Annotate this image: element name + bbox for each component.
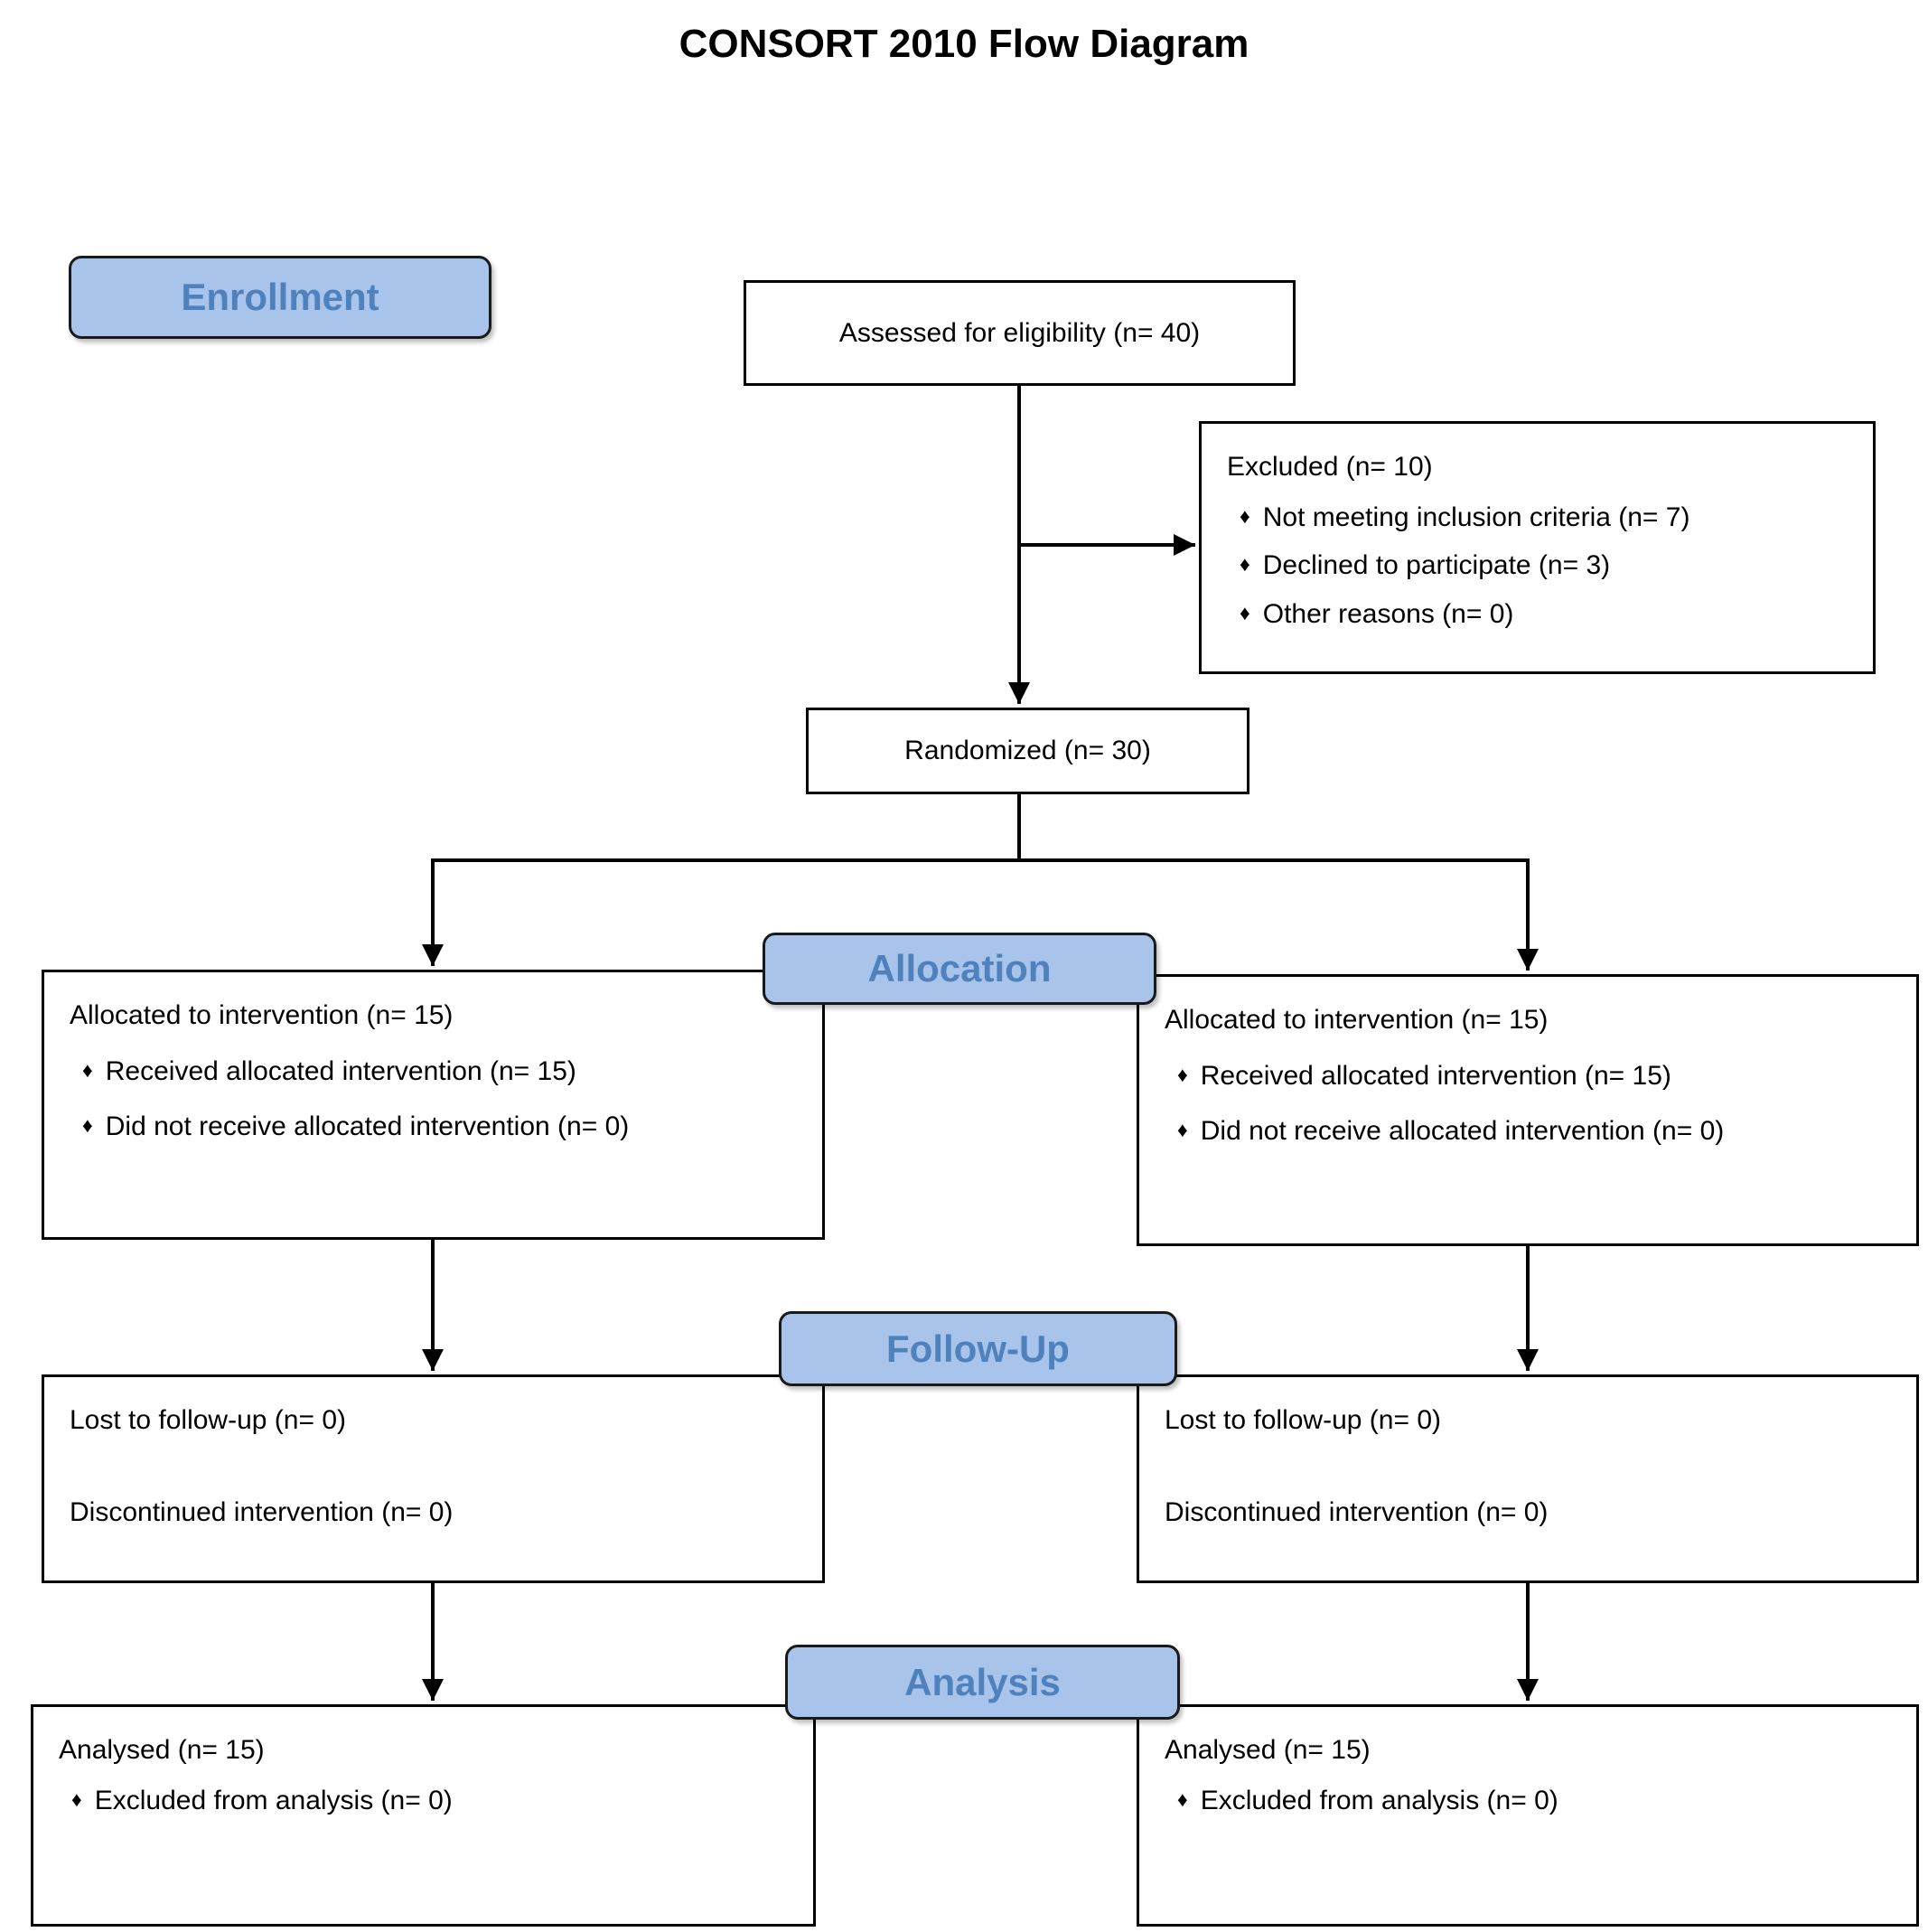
allocation-right-item-1: Received allocated intervention (n= 15) bbox=[1200, 1060, 1671, 1091]
diamond-bullet-icon: ♦ bbox=[71, 1787, 82, 1811]
list-item bbox=[1165, 1056, 1893, 1096]
stage-label-analysis bbox=[785, 1645, 1180, 1720]
diamond-bullet-icon: ♦ bbox=[1177, 1118, 1188, 1142]
excluded-item-2: Declined to participate (n= 3) bbox=[1262, 550, 1611, 580]
analysis-left-item-1: Excluded from analysis (n= 0) bbox=[94, 1785, 453, 1815]
list-item bbox=[1227, 546, 1849, 586]
stage-label-enrollment-text: Enrollment bbox=[181, 276, 379, 318]
followup-right-box bbox=[1137, 1374, 1919, 1583]
analysis-left-box bbox=[31, 1704, 816, 1927]
list-item bbox=[1227, 498, 1849, 538]
list-item bbox=[1165, 1111, 1893, 1151]
diamond-bullet-icon: ♦ bbox=[1240, 503, 1250, 528]
diamond-bullet-icon: ♦ bbox=[1177, 1062, 1188, 1086]
followup-left-line-2: Discontinued intervention (n= 0) bbox=[70, 1496, 454, 1527]
excluded-title: Excluded (n= 10) bbox=[1227, 452, 1433, 482]
allocation-right-title: Allocated to intervention (n= 15) bbox=[1165, 1005, 1549, 1035]
allocation-right-item-2: Did not receive allocated intervention (n= 0) bbox=[1200, 1116, 1725, 1146]
diamond-bullet-icon: ♦ bbox=[1240, 600, 1250, 624]
list-item bbox=[70, 1107, 799, 1147]
list-item bbox=[70, 1052, 799, 1092]
stage-label-allocation-text: Allocation bbox=[867, 947, 1052, 989]
stage-label-followup-text: Follow-Up bbox=[886, 1327, 1070, 1370]
diamond-bullet-icon: ♦ bbox=[82, 1057, 93, 1082]
allocation-left-box bbox=[42, 970, 825, 1240]
excluded-item-1: Not meeting inclusion criteria (n= 7) bbox=[1262, 502, 1690, 532]
assessed-box bbox=[744, 280, 1296, 386]
randomized-text: Randomized (n= 30) bbox=[904, 736, 1151, 766]
followup-left-box bbox=[42, 1374, 825, 1583]
followup-left-line-1: Lost to follow-up (n= 0) bbox=[70, 1405, 346, 1435]
analysis-right-title: Analysed (n= 15) bbox=[1165, 1735, 1371, 1765]
allocation-left-item-1: Received allocated intervention (n= 15) bbox=[105, 1055, 576, 1086]
list-item bbox=[1165, 1781, 1893, 1821]
analysis-right-box bbox=[1137, 1704, 1919, 1927]
stage-label-followup bbox=[779, 1311, 1177, 1386]
excluded-box bbox=[1199, 421, 1876, 674]
allocation-left-item-2: Did not receive allocated intervention (n= 0) bbox=[105, 1111, 630, 1141]
analysis-left-title: Analysed (n= 15) bbox=[59, 1735, 265, 1765]
allocation-right-box bbox=[1137, 974, 1919, 1246]
diamond-bullet-icon: ♦ bbox=[82, 1113, 93, 1138]
diagram-title: CONSORT 2010 Flow Diagram bbox=[679, 22, 1249, 66]
excluded-item-3: Other reasons (n= 0) bbox=[1262, 598, 1514, 629]
allocation-left-title: Allocated to intervention (n= 15) bbox=[70, 1000, 454, 1030]
diamond-bullet-icon: ♦ bbox=[1177, 1787, 1188, 1811]
analysis-right-item-1: Excluded from analysis (n= 0) bbox=[1200, 1785, 1558, 1815]
diamond-bullet-icon: ♦ bbox=[1240, 552, 1250, 577]
assessed-text: Assessed for eligibility (n= 40) bbox=[838, 317, 1201, 348]
randomized-box bbox=[806, 708, 1249, 794]
followup-right-line-1: Lost to follow-up (n= 0) bbox=[1165, 1405, 1441, 1435]
followup-right-line-2: Discontinued intervention (n= 0) bbox=[1165, 1496, 1549, 1527]
stage-label-enrollment bbox=[69, 256, 491, 339]
stage-label-allocation bbox=[763, 933, 1156, 1005]
list-item bbox=[59, 1781, 790, 1821]
list-item bbox=[1227, 595, 1849, 634]
stage-label-analysis-text: Analysis bbox=[904, 1660, 1061, 1703]
